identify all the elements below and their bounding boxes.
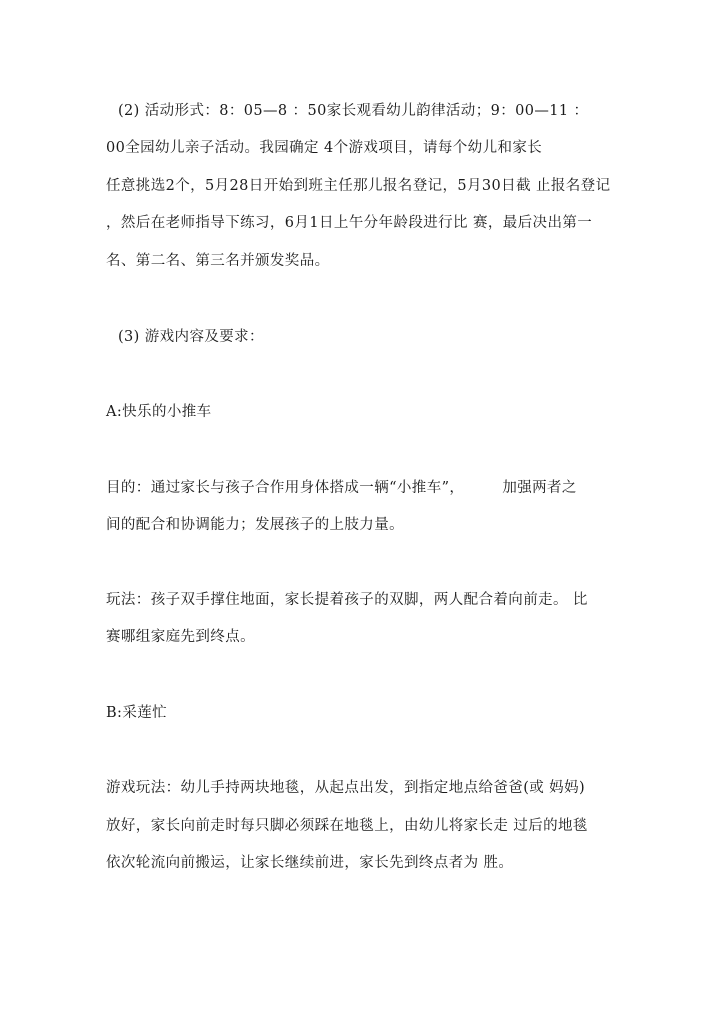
game-b-play-line2: 放好，家长向前走时每只脚必须踩在地毯上，由幼儿将家长走 过后的地毯 bbox=[106, 818, 588, 834]
game-a-purpose-line1a: 目的：通过家长与孩子合作用身体搭成一辆“小推车”， bbox=[106, 480, 465, 496]
game-a-title: A:快乐的小推车 bbox=[106, 404, 212, 420]
game-a-play-line1: 玩法：孩子双手撑住地面，家长提着孩子的双脚，两人配合着向前走。 比 bbox=[106, 592, 588, 608]
section3-heading: (3) 游戏内容及要求： bbox=[118, 329, 264, 345]
section2-line3: 任意挑选2个，5月28日开始到班主任那儿报名登记，5月30日截 止报名登记 bbox=[106, 178, 611, 194]
section2-line4: ，然后在老师指导下练习，6月1日上午分年龄段进行比 赛，最后决出第一 bbox=[106, 215, 593, 231]
section2-line1: (2) 活动形式：8：05—8 ：50家长观看幼儿韵律活动；9：00—11 ： bbox=[118, 103, 589, 119]
game-b-play-line3: 依次轮流向前搬运，让家长继续前进，家长先到终点者为 胜。 bbox=[106, 855, 514, 871]
game-a-purpose-line2: 间的配合和协调能力；发展孩子的上肢力量。 bbox=[106, 517, 404, 533]
game-a-play-line2: 赛哪组家庭先到终点。 bbox=[106, 629, 255, 645]
section2-line2: 00全园幼儿亲子活动。我园确定 4个游戏项目，请每个幼儿和家长 bbox=[106, 140, 543, 156]
section2-line5: 名、第二名、第三名并颁发奖品。 bbox=[106, 253, 330, 269]
game-a-purpose-line1 bbox=[106, 478, 577, 498]
game-a-purpose-line1b: 加强两者之 bbox=[502, 480, 577, 496]
game-b-title: B:采莲忙 bbox=[106, 705, 168, 721]
game-b-play-line1: 游戏玩法：幼儿手持两块地毯，从起点出发，到指定地点给爸爸(或 妈妈) bbox=[106, 780, 586, 796]
